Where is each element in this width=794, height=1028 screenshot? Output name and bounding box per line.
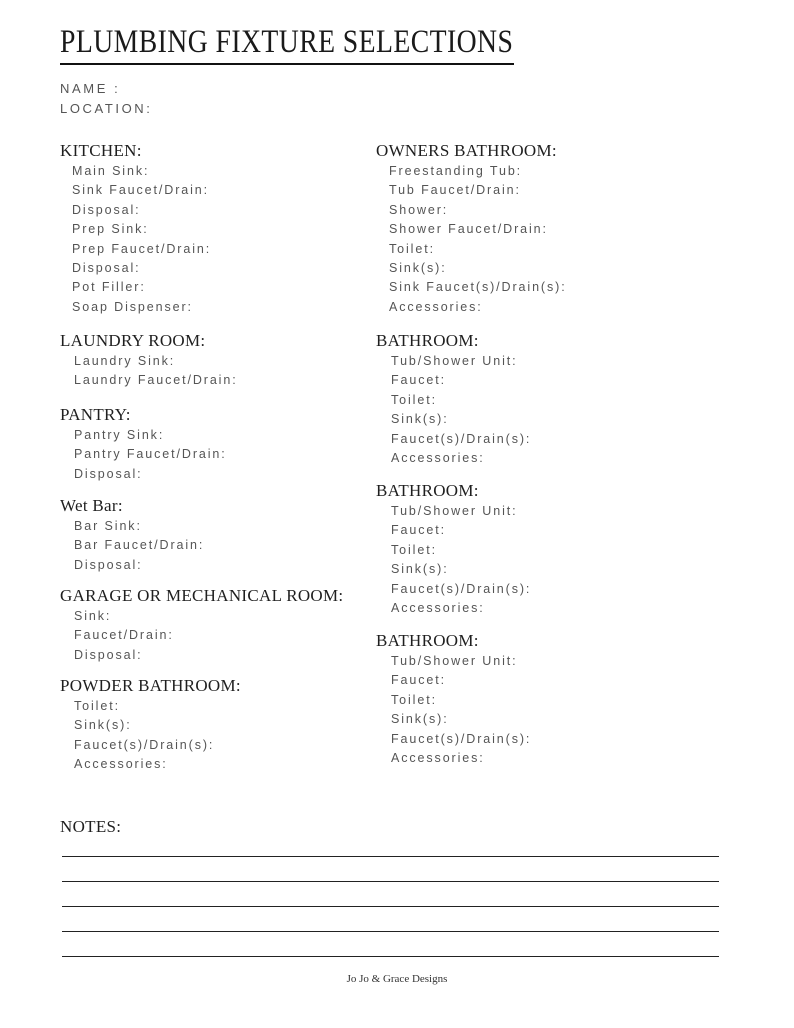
fixture-item-sink-s: Sink(s): — [389, 261, 447, 276]
fixture-list — [376, 162, 567, 317]
fixture-list — [376, 502, 531, 618]
section-heading: GARAGE OR MECHANICAL ROOM: — [60, 586, 344, 605]
fixture-item-sink: Sink: — [74, 609, 112, 623]
fixture-item-faucet-s-drain-s: Faucet(s)/Drain(s): — [391, 581, 532, 596]
section-heading: KITCHEN: — [60, 141, 142, 160]
fixture-item-pantry-faucet-drain: Pantry Faucet/Drain: — [74, 447, 227, 462]
notes-line[interactable] — [62, 931, 719, 932]
fixture-item-sink-s: Sink(s): — [391, 562, 449, 577]
fixture-item-toilet: Toilet: — [391, 542, 437, 557]
fixture-item-tub-shower-unit: Tub/Shower Unit: — [391, 504, 518, 518]
fixture-item-pot-filler: Pot Filler: — [72, 280, 146, 295]
notes-line[interactable] — [62, 956, 719, 957]
fixture-item-faucet-drain: Faucet/Drain: — [74, 628, 174, 643]
notes-line[interactable] — [62, 856, 719, 857]
fixture-item-disposal: Disposal: — [72, 261, 141, 276]
fixture-item-toilet: Toilet: — [391, 692, 437, 707]
notes-heading: NOTES: — [60, 817, 122, 836]
fixture-item-accessories: Accessories: — [74, 757, 168, 772]
section-bathroom-1 — [376, 330, 531, 468]
fixture-item-faucet: Faucet: — [391, 523, 446, 538]
fixture-item-laundry-faucet-drain: Laundry Faucet/Drain: — [74, 373, 238, 388]
fixture-item-faucet-s-drain-s: Faucet(s)/Drain(s): — [74, 737, 215, 752]
fixture-list — [60, 517, 204, 575]
section-kitchen-0 — [60, 140, 211, 317]
fixture-list — [60, 426, 227, 484]
fixture-item-disposal: Disposal: — [72, 202, 141, 217]
section-bathroom-3 — [376, 630, 531, 768]
fixture-item-faucet: Faucet: — [391, 373, 446, 388]
fixture-item-accessories: Accessories: — [391, 601, 485, 616]
fixture-item-sink-faucet-drain: Sink Faucet/Drain: — [72, 183, 210, 198]
section-heading: OWNERS BATHROOM: — [376, 141, 557, 160]
name-field-label: NAME : — [60, 81, 121, 96]
fixture-item-freestanding-tub: Freestanding Tub: — [389, 164, 523, 178]
notes-line[interactable] — [62, 881, 719, 882]
fixture-list — [60, 352, 238, 391]
fixture-item-faucet-s-drain-s: Faucet(s)/Drain(s): — [391, 431, 532, 446]
fixture-item-prep-faucet-drain: Prep Faucet/Drain: — [72, 241, 212, 256]
notes-line[interactable] — [62, 906, 719, 907]
fixture-list — [60, 607, 343, 665]
section-heading: BATHROOM: — [376, 631, 479, 650]
fixture-list — [60, 697, 241, 775]
fixture-item-bar-faucet-drain: Bar Faucet/Drain: — [74, 538, 205, 553]
fixture-list — [376, 652, 531, 768]
fixture-item-faucet: Faucet: — [391, 673, 446, 688]
fixture-item-sink-s: Sink(s): — [391, 412, 449, 427]
section-bathroom-2 — [376, 480, 531, 618]
fixture-item-accessories: Accessories: — [391, 451, 485, 466]
fixture-item-laundry-sink: Laundry Sink: — [74, 354, 176, 368]
fixture-item-tub-shower-unit: Tub/Shower Unit: — [391, 654, 518, 668]
fixture-item-disposal: Disposal: — [74, 647, 143, 662]
fixture-item-tub-shower-unit: Tub/Shower Unit: — [391, 354, 518, 368]
section-wet-bar-3 — [60, 495, 204, 575]
section-pantry-2 — [60, 404, 227, 484]
page-title: PLUMBING FIXTURE SELECTIONS — [60, 24, 514, 60]
fixture-item-sink-faucet-s-drain-s: Sink Faucet(s)/Drain(s): — [389, 280, 567, 295]
section-heading: PANTRY: — [60, 405, 131, 424]
location-field-label: LOCATION: — [60, 101, 153, 116]
section-heading: LAUNDRY ROOM: — [60, 331, 206, 350]
fixture-item-shower: Shower: — [389, 202, 449, 217]
fixture-item-toilet: Toilet: — [74, 699, 120, 713]
fixture-item-faucet-s-drain-s: Faucet(s)/Drain(s): — [391, 731, 532, 746]
fixture-item-main-sink: Main Sink: — [72, 164, 150, 178]
section-heading: BATHROOM: — [376, 331, 479, 350]
fixture-list — [60, 162, 211, 317]
section-heading: POWDER BATHROOM: — [60, 676, 241, 695]
fixture-item-soap-dispenser: Soap Dispenser: — [72, 299, 193, 314]
fixture-item-accessories: Accessories: — [391, 751, 485, 766]
fixture-item-sink-s: Sink(s): — [74, 718, 132, 733]
fixture-item-prep-sink: Prep Sink: — [72, 222, 149, 237]
section-owners-bathroom-0 — [376, 140, 567, 317]
fixture-item-pantry-sink: Pantry Sink: — [74, 428, 165, 442]
fixture-item-bar-sink: Bar Sink: — [74, 519, 142, 533]
footer-credit: Jo Jo & Grace Designs — [346, 973, 448, 985]
fixture-list — [376, 352, 531, 468]
section-heading: BATHROOM: — [376, 481, 479, 500]
section-laundry-room-1 — [60, 330, 238, 391]
fixture-item-sink-s: Sink(s): — [391, 712, 449, 727]
section-garage-or-mechanical-room-4 — [60, 585, 343, 665]
fixture-item-disposal: Disposal: — [74, 557, 143, 572]
fixture-item-shower-faucet-drain: Shower Faucet/Drain: — [389, 222, 548, 237]
fixture-item-tub-faucet-drain: Tub Faucet/Drain: — [389, 183, 521, 198]
fixture-item-toilet: Toilet: — [389, 241, 435, 256]
fixture-item-toilet: Toilet: — [391, 392, 437, 407]
fixture-item-disposal: Disposal: — [74, 466, 143, 481]
fixture-item-accessories: Accessories: — [389, 299, 483, 314]
section-heading: Wet Bar: — [60, 496, 123, 515]
section-powder-bathroom-5 — [60, 675, 241, 775]
title-underline — [60, 63, 514, 65]
